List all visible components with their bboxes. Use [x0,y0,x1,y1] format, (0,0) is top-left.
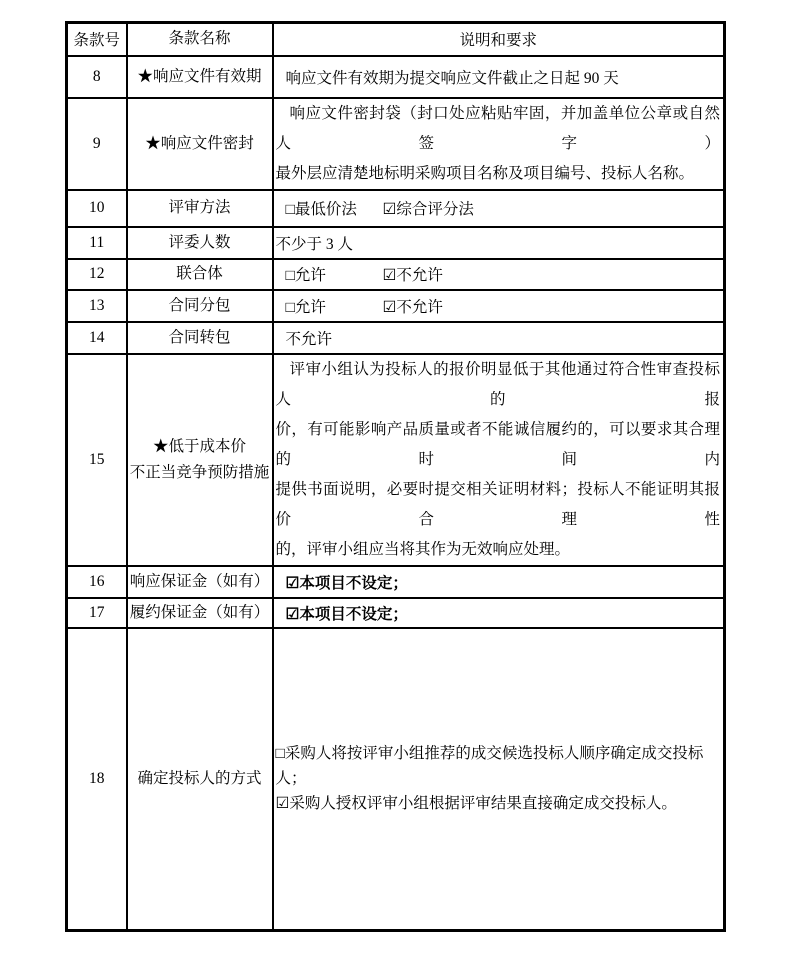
option-not-allowed [383,299,443,316]
clause-desc-17 [273,598,725,628]
option-lowest-price [286,197,383,219]
clause-no-9: 9 [67,98,127,190]
clause-no-14: 14 [67,322,127,354]
table-row-12 [67,259,725,290]
table-row-17 [67,598,725,628]
option-by-candidate-order [276,741,720,791]
clause-no-18: 18 [67,628,127,931]
clause-name-9: ★响应文件密封 [127,98,273,190]
option-label: 采购人将按评审小组推荐的成交候选投标人顺序确定成交投标人； [275,745,704,788]
clause-name-line: ★低于成本价 [152,437,246,455]
clause-no-10: 10 [67,190,127,227]
clause-no-15: 15 [67,354,127,566]
clause-name-10: 评审方法 [127,190,273,227]
clause-desc-15 [273,354,725,566]
checkbox-unchecked-icon: □ [285,267,295,284]
table-row-16 [67,566,725,598]
table-row-14 [67,322,725,354]
clause-name-line: 不正当竞争预防措施 [129,463,270,481]
table-row-9 [67,98,725,190]
clause-desc-10 [273,190,725,227]
desc-line: 响应文件密封袋（封口处应粘贴牢固，并加盖单位公章或自然人签字） [275,104,720,152]
option-label: 不允许 [396,267,443,284]
option-not-allowed [383,267,443,284]
option-authorize-review-panel [276,791,720,816]
clause-name-15 [127,354,273,566]
option-label: 允许 [294,298,326,316]
clause-name-13: 合同分包 [127,290,273,322]
clause-desc-9 [273,98,725,190]
clause-no-8: 8 [67,56,127,98]
clause-desc-13 [273,290,725,322]
desc-line: 价，有可能影响产品质量或者不能诚信履约的，可以要求其合理的时间内 [275,420,720,468]
option-label: 允许 [294,267,326,284]
checkbox-checked-icon: ☑ [382,201,397,218]
clause-no-13: 13 [67,290,127,322]
checkbox-checked-icon: ☑ [382,298,397,316]
option-label: 本项目不设定； [299,574,408,592]
option-label: 本项目不设定； [299,605,408,623]
clause-no-16: 16 [67,566,127,598]
checkbox-checked-icon: ☑ [285,574,300,592]
table-row-11 [67,227,725,259]
clause-table [65,21,726,932]
table-header-row [67,23,725,56]
checkbox-unchecked-icon: □ [275,745,285,763]
clause-name-17: 履约保证金（如有） [127,598,273,628]
table-row-13 [67,290,725,322]
clause-name-12: 联合体 [127,259,273,290]
table-row-10 [67,190,725,227]
checkbox-checked-icon: ☑ [275,795,290,813]
option-allowed [286,263,383,285]
clause-desc-14: 不允许 [273,322,725,354]
desc-line: 提供书面说明，必要时提交相关证明材料；投标人不能证明其报价合理性 [275,480,720,528]
clause-desc-16 [273,566,725,598]
desc-line: 的，评审小组应当将其作为无效响应处理。 [275,540,571,558]
clause-no-12: 12 [67,259,127,290]
clause-no-11: 11 [67,227,127,259]
checkbox-checked-icon: ☑ [382,267,397,284]
clause-desc-12 [273,259,725,290]
checkbox-unchecked-icon: □ [285,201,295,218]
option-label: 最低价法 [294,201,357,218]
clause-desc-11: 不少于 3 人 [273,227,725,259]
option-label: 不允许 [396,298,443,316]
clause-desc-8: 响应文件有效期为提交响应文件截止之日起 90 天 [273,56,725,98]
clause-name-14: 合同转包 [127,322,273,354]
clause-no-17: 17 [67,598,127,628]
clause-name-8: ★响应文件有效期 [127,56,273,98]
table-row-15 [67,354,725,566]
option-label: 综合评分法 [396,201,474,218]
clause-name-16: 响应保证金（如有） [127,566,273,598]
option-allowed [286,295,383,317]
checkbox-checked-icon: ☑ [285,605,300,623]
option-comprehensive-scoring [383,201,474,218]
checkbox-unchecked-icon: □ [285,298,295,316]
clause-name-11: 评委人数 [127,227,273,259]
clause-name-18: 确定投标人的方式 [127,628,273,931]
header-clause-desc: 说明和要求 [273,23,725,56]
desc-line: 最外层应清楚地标明采购项目名称及项目编号、投标人名称。 [275,164,695,182]
clause-desc-18 [273,628,725,931]
header-clause-no: 条款号 [67,23,127,56]
table-row-8 [67,56,725,98]
desc-line: 评审小组认为投标人的报价明显低于其他通过符合性审查投标人的报 [275,360,720,408]
option-label: 采购人授权评审小组根据评审结果直接确定成交投标人。 [289,795,677,813]
header-clause-name: 条款名称 [127,23,273,56]
table-row-18 [67,628,725,931]
